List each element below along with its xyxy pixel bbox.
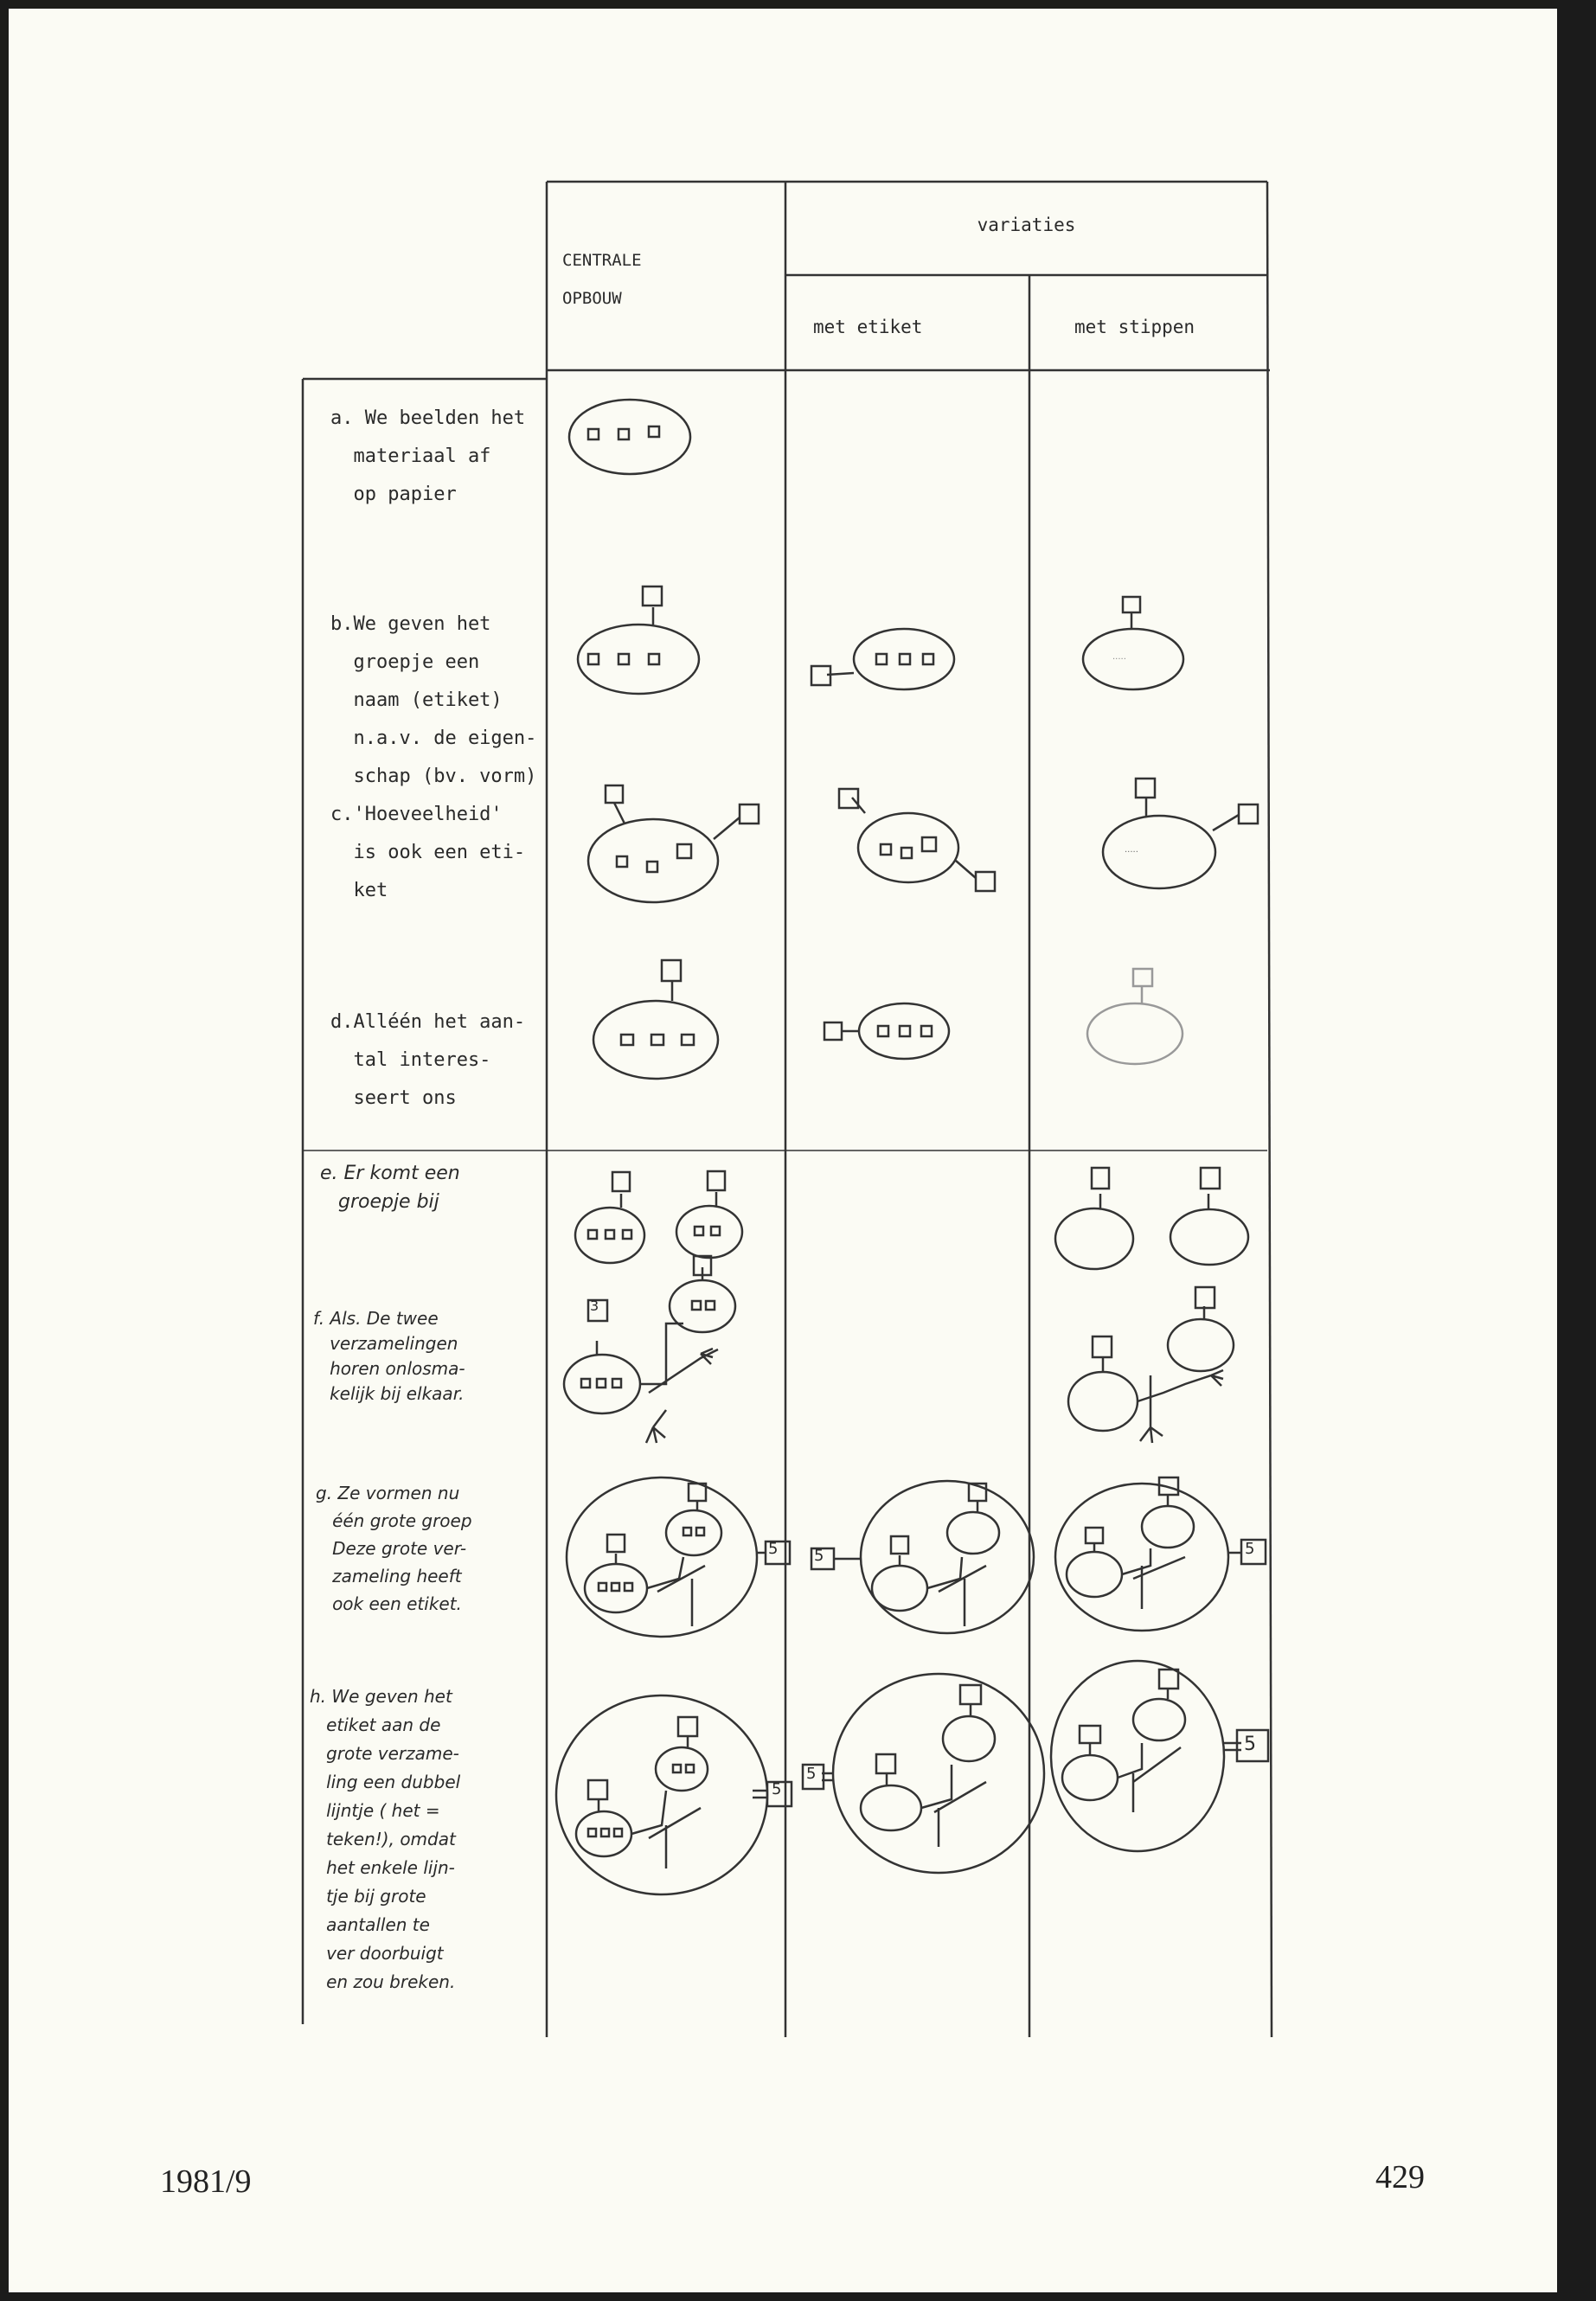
label-five: 5 — [1245, 1540, 1255, 1558]
row-g-label: g. Ze vormen nu één grote groep Deze grote ver- zameling heeft ook een etiket. — [316, 1483, 472, 1614]
table-grid — [9, 9, 1557, 2292]
header-central: CENTRALE OPBOUW — [562, 251, 642, 308]
label-five: 5 — [814, 1547, 824, 1565]
header-with-label: met etiket — [813, 317, 923, 337]
row-a-label: a. We beelden het materiaal af op papier — [330, 407, 526, 505]
label-five: 5 — [768, 1540, 779, 1558]
diagram-c — [588, 779, 1258, 902]
row-d-label: d.Alléén het aan- tal interes- seert ons — [330, 1011, 526, 1109]
dots-label: ····· — [1112, 655, 1126, 664]
diagram-e — [575, 1168, 1248, 1269]
dots-label: ····· — [1125, 848, 1138, 857]
row-f-label: f. Als. De twee verzamelingen horen onlosma- kelijk bij elkaar. — [313, 1308, 465, 1404]
header-with-dots: met stippen — [1074, 317, 1195, 337]
label-five: 5 — [772, 1780, 782, 1798]
row-h-label: h. We geven het etiket aan de grote verzame- ling een dubbel lijntje ( het = teken!), omdat het enkele lijn- tje bij grote aantallen te ver doorbuigt en zou breken. — [310, 1686, 461, 1992]
diagram-g — [567, 1477, 1266, 1637]
diagram-d — [593, 960, 1183, 1079]
row-e-label: e. Er komt een groepje bij — [320, 1163, 460, 1213]
diagram-h — [556, 1661, 1268, 1894]
label-three: 3 — [590, 1298, 599, 1314]
label-five: 5 — [1244, 1734, 1256, 1755]
page — [9, 9, 1557, 2292]
diagram-a-central — [569, 400, 690, 474]
diagram-f — [564, 1256, 1234, 1443]
row-b-label: b.We geven het groepje een naam (etiket) n.a.v. de eigen- schap (bv. vorm) — [330, 613, 537, 787]
label-five: 5 — [806, 1765, 817, 1783]
diagram-b — [578, 586, 1183, 694]
header-variations: variaties — [977, 215, 1076, 235]
row-c-label: c.'Hoeveelheid' is ook een eti- ket — [330, 804, 526, 901]
footer-issue: 1981/9 — [160, 2163, 252, 2200]
page-number: 429 — [1375, 2159, 1425, 2195]
